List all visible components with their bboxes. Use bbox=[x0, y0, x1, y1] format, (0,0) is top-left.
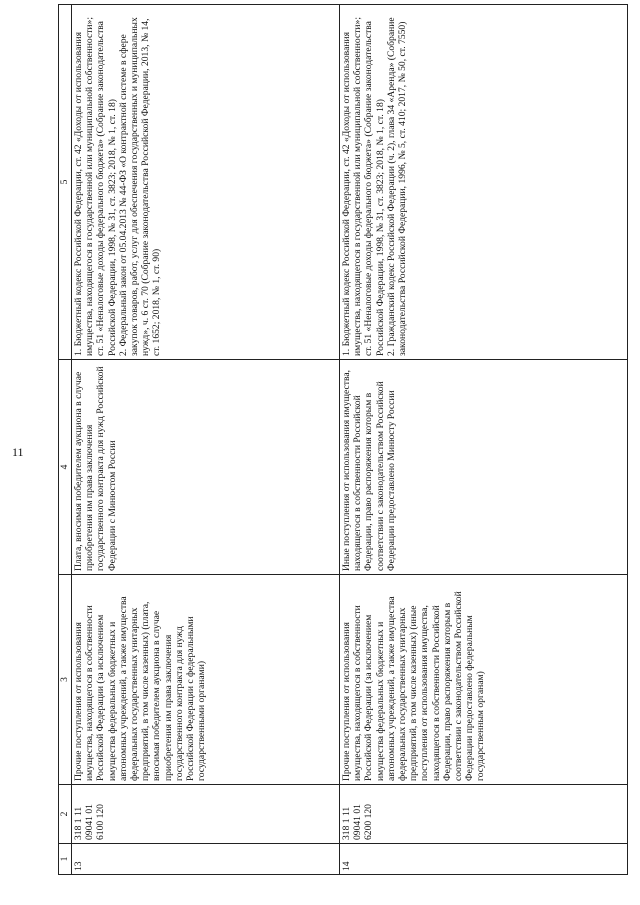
header-row bbox=[59, 5, 72, 875]
budget-code-line: 6100 120 bbox=[95, 804, 107, 840]
rotated-table-wrapper bbox=[58, 16, 628, 875]
revenue-table bbox=[58, 4, 628, 875]
column-header-1: 1 bbox=[59, 844, 72, 875]
legal-basis-item: 1. Бюджетный кодекс Российской Федерации, ст. 42 «Доходы от использования имущества, находящегося в государственной или муниципальной собственности»; ст. 51 «Неналоговые доходы федерального бюджета» (Собрание законодательства Российской Федерации, 1998, № 31, ст. 3823; 2018, № 1, ст. 18) bbox=[73, 16, 118, 356]
table-row bbox=[72, 5, 340, 875]
revenue-description: Иные поступления от использования имущества, находящегося в собственности Российской Федерации, право распоряжения которым в соответствии с законодательством Российской Федерации предоставлено Минюсту России bbox=[340, 360, 628, 575]
revenue-description: Плата, вносимая победителем аукциона в случае приобретения им права заключения государственного контракта для нужд Российской Федерации с Минюстом России bbox=[72, 360, 340, 575]
row-number: 14 bbox=[340, 844, 628, 875]
budget-code bbox=[72, 785, 340, 844]
legal-basis-item: 2. Гражданский кодекс Российской Федерации (ч. 2), глава 34 «Аренда» (Собрание законодательства Российской Федерации, 1996, № 5, ст. 410; 2017, № 50, ст. 7550) bbox=[385, 17, 409, 356]
budget-code-line: 6200 120 bbox=[363, 804, 375, 840]
row-number: 13 bbox=[72, 844, 340, 875]
budget-code-line: 09041 01 bbox=[352, 804, 364, 840]
legal-basis bbox=[340, 5, 628, 360]
column-header-2: 2 bbox=[59, 785, 72, 844]
budget-code-line: 318 1 11 bbox=[73, 806, 84, 840]
table-row bbox=[340, 5, 628, 875]
page-number: 11 bbox=[12, 445, 24, 459]
legal-basis bbox=[72, 5, 340, 360]
column-header-4: 4 bbox=[59, 360, 72, 575]
column-header-3: 3 bbox=[59, 575, 72, 785]
budget-code-line: 318 1 11 bbox=[341, 806, 352, 840]
legal-basis-item: 2. Федеральный закон от 05.04.2013 № 44-ФЗ «О контрактной системе в сфере закупок товаров, работ, услуг для обеспечения государственных и муниципальных нужд», ч. 6 ст. 70 (Собрание законодательства Российской Федерации, 2013, № 14, ст. 1652; 2018, № 1, ст. 90) bbox=[117, 17, 163, 356]
revenue-name: Прочие поступления от использования имущества, находящегося в собственности Российской Федерации (за исключением имущества федеральных бюджетных и автономных учреждений, а также имущества федеральных государственных унитарных предприятий, в том числе казенных) (плата, вносимая победителем аукциона в случае приобретения им права заключения государственного контракта для нужд Российской Федерации с федеральными государственными органами) bbox=[72, 575, 340, 785]
budget-code-line: 09041 01 bbox=[84, 804, 96, 840]
legal-basis-item: 1. Бюджетный кодекс Российской Федерации, ст. 42 «Доходы от использования имущества, находящегося в государственной или муниципальной собственности»; ст. 51 «Неналоговые доходы федерального бюджета» (Собрание законодательства Российской Федерации, 1998, № 31, ст. 3823; 2018, № 1, ст. 18) bbox=[341, 16, 386, 356]
column-header-5: 5 bbox=[59, 5, 72, 360]
budget-code bbox=[340, 785, 628, 844]
revenue-name: Прочие поступления от использования имущества, находящегося в собственности Российской Федерации (за исключением имущества федеральных бюджетных и автономных учреждений, а также имущества федеральных государственных унитарных предприятий, в том числе казенных) (иные поступления от использования имущества, находящегося в собственности Российской Федерации, право распоряжения которым в соответствии с законодательством Российской Федерации предоставлено федеральным государственным органам) bbox=[340, 575, 628, 785]
